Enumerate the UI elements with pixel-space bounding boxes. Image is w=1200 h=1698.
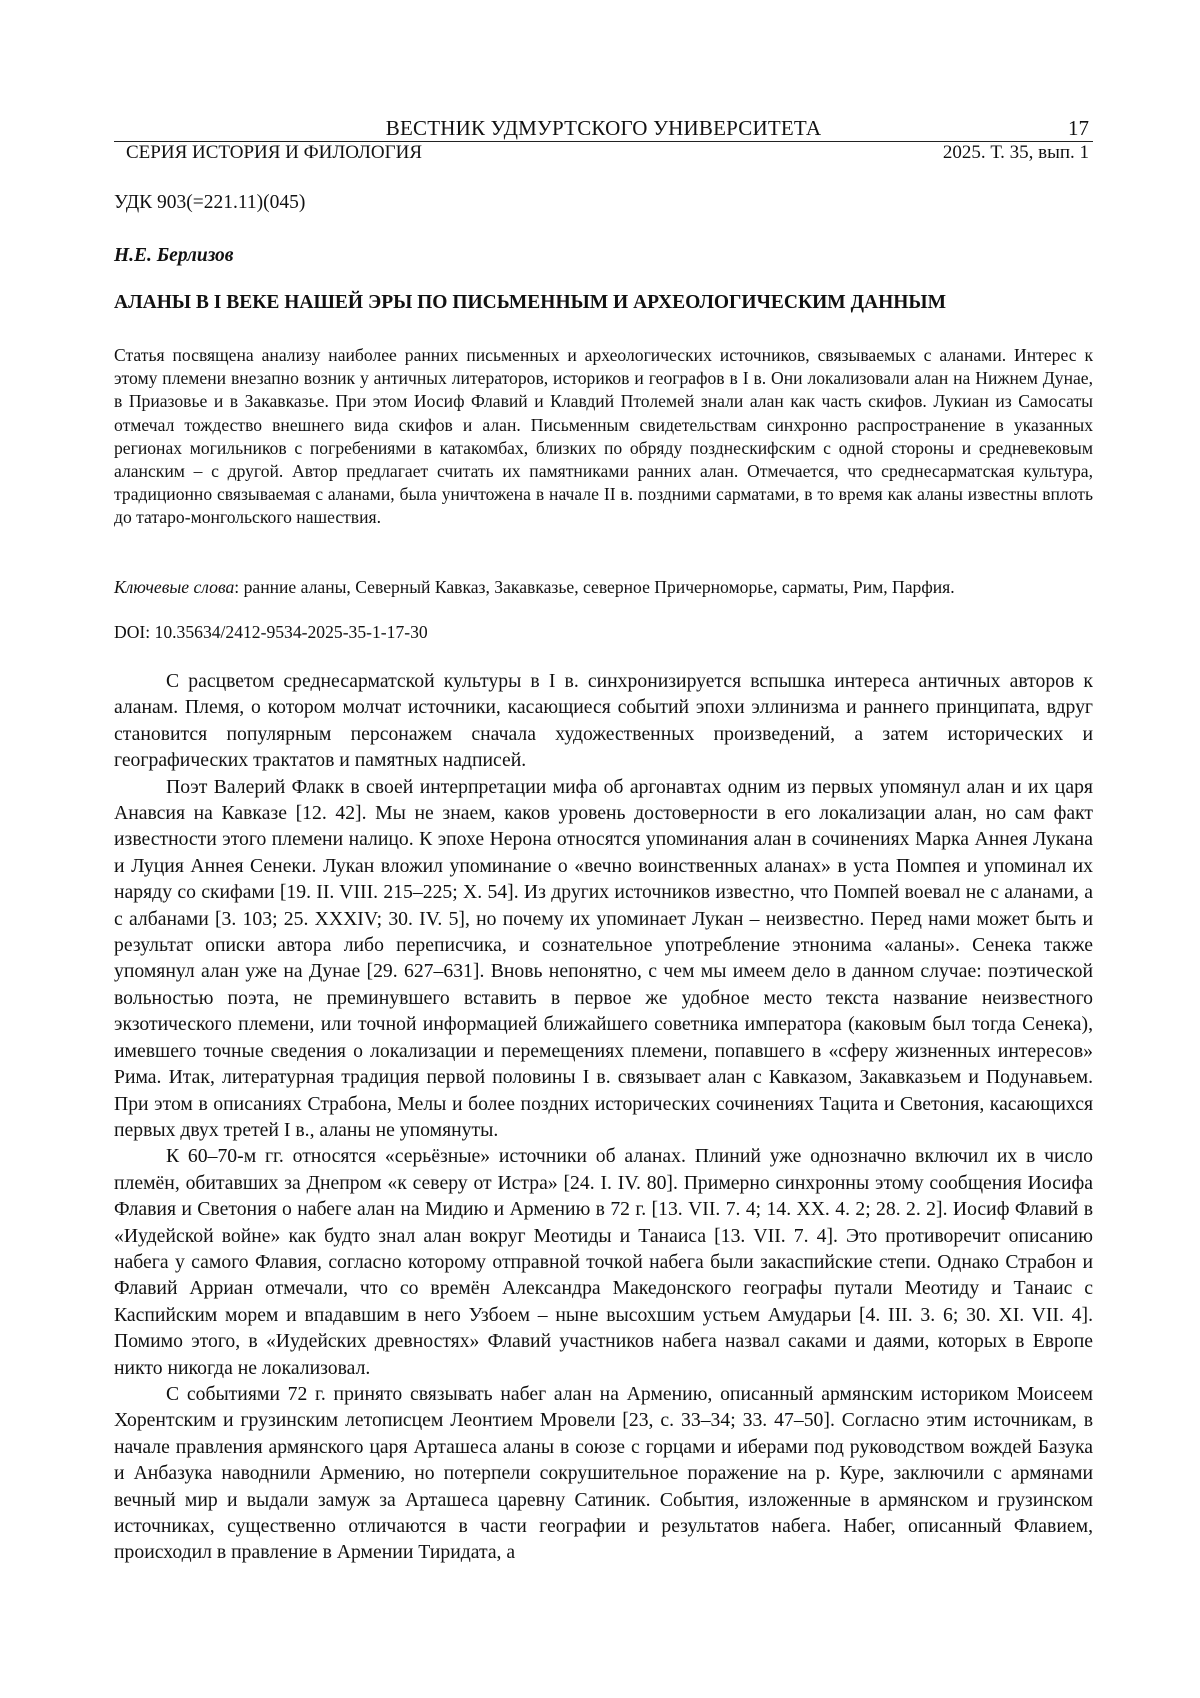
body-paragraph: С событиями 72 г. принято связывать набег алан на Армению, описанный армянским историком Моисеем Хорентским и грузинским летописцем Леонтием Мровели [23, с. 33–34; 33. 47–50]. Согласно этим источникам, в начале правления армянского царя Арташеса аланы в союзе с горцами и иберами под руководством вождей Базука и Анбазука наводнили Армению, но потерпели сокрушительное поражение на р. Куре, заключили с армянами вечный мир и выдали замуж за Арташеса царевну Сатиник. События, изложенные в армянском и грузинском источниках, существенно отличаются в части географии и результатов набега. Набег, описанный Флавием, происходил в правление в Армении Тиридата, а	[114, 1381, 1093, 1566]
body-paragraph: К 60–70-м гг. относятся «серьёзные» источники об аланах. Плиний уже однозначно включил их в число племён, обитавших за Днепром «к северу от Истра» [24. I. IV. 80]. Примерно синхронны этому сообщения Иосифа Флавия и Светония о набеге алан на Мидию и Армению в 72 г. [13. VII. 7. 4; 14. XX. 4. 2; 28. 2. 2]. Иосиф Флавий в «Иудейской войне» как будто знал алан вокруг Меотиды и Танаиса [13. VII. 7. 4]. Это противоречит описанию набега у самого Флавия, согласно которому отправной точкой набега были закаспийские степи. Однако Страбон и Флавий Арриан отмечали, что со времён Александра Македонского географы путали Меотиду и Танаис с Каспийским морем и впадавшим в него Узбоем – ныне высохшим устьем Амударьи [4. III. 3. 6; 30. XI. VII. 4]. Помимо этого, в «Иудейских древностях» Флавий участников набега назвал саками и даями, которых в Европе никто никогда не локализовал.	[114, 1143, 1093, 1381]
article-body	[114, 668, 1093, 1566]
author-name: Н.Е. Берлизов	[114, 245, 234, 267]
running-header	[114, 116, 1093, 140]
keywords	[114, 576, 1093, 599]
doi: DOI: 10.35634/2412-9534-2025-35-1-17-30	[114, 622, 428, 643]
keywords-label: Ключевые слова	[114, 577, 234, 597]
page-number: 17	[1068, 116, 1089, 141]
keywords-text: : ранние аланы, Северный Кавказ, Закавказье, северное Причерноморье, сарматы, Рим, Парфия.	[234, 577, 954, 597]
udk-code: УДК 903(=221.11)(045)	[114, 192, 305, 214]
volume-info: 2025. Т. 35, вып. 1	[943, 142, 1089, 164]
article-title: АЛАНЫ В I ВЕКЕ НАШЕЙ ЭРЫ ПО ПИСЬМЕННЫМ И АРХЕОЛОГИЧЕСКИМ ДАННЫМ	[114, 292, 1093, 314]
abstract: Статья посвящена анализу наиболее ранних письменных и археологических источников, связываемых с аланами. Интерес к этому племени внезапно возник у античных литераторов, историков и географов в I в. Они локализовали алан на Нижнем Дунае, в Приазовье и в Закавказье. При этом Иосиф Флавий и Клавдий Птолемей знали алан как часть скифов. Лукиан из Самосаты отмечал тождество внешнего вида скифов и алан. Письменным свидетельствам синхронно распространение в указанных регионах могильников с погребениями в катакомбах, близких по обряду позднескифским с одной стороны и средневековым аланским – с другой. Автор предлагает считать их памятниками ранних алан. Отмечается, что среднесарматская культура, традиционно связываемая с аланами, была уничтожена в начале II в. поздними сарматами, в то время как аланы известны вплоть до татаро-монгольского нашествия.	[114, 344, 1093, 530]
body-paragraph: Поэт Валерий Флакк в своей интерпретации мифа об аргонавтах одним из первых упомянул алан и их царя Анавсия на Кавказе [12. 42]. Мы не знаем, каков уровень достоверности в его локализации алан, но сам факт известности этого племени налицо. К эпохе Нерона относятся упоминания алан в сочинениях Марка Аннея Лукана и Луция Аннея Сенеки. Лукан вложил упоминание о «вечно воинственных аланах» в уста Помпея и упоминал их наряду со скифами [19. II. VIII. 215–225; X. 54]. Из других источников известно, что Помпей воевал не с аланами, а с албанами [3. 103; 25. XXXIV; 30. IV. 5], но почему их упоминает Лукан – неизвестно. Перед нами может быть и результат описки автора либо переписчика, и сознательное употребление этнонима «аланы». Сенека также упомянул алан уже на Дунае [29. 627–631]. Вновь непонятно, с чем мы имеем дело в данном случае: поэтической вольностью поэта, не преминувшего вставить в первое же удобное место текста название неизвестного экзотического племени, или точной информацией ближайшего советника императора (каковым был тогда Сенека), имевшего точные сведения о локализации и перемещениях племени, попавшего в «сферу жизненных интересов» Рима. Итак, литературная традиция первой половины I в. связывает алан с Кавказом, Закавказьем и Подунавьем. При этом в описаниях Страбона, Мелы и более поздних исторических сочинениях Тацита и Светония, касающихся первых двух третей I в., аланы не упомянуты.	[114, 774, 1093, 1144]
journal-title: ВЕСТНИК УДМУРТСКОГО УНИВЕРСИТЕТА	[114, 116, 1093, 141]
series-title: СЕРИЯ ИСТОРИЯ И ФИЛОЛОГИЯ	[126, 142, 422, 164]
body-paragraph: С расцветом среднесарматской культуры в I в. синхронизируется вспышка интереса античных авторов к аланам. Племя, о котором молчат источники, касающиеся событий эпохи эллинизма и раннего принципата, вдруг становится популярным персонажем сначала художественных произведений, а затем исторических и географических трактатов и памятных надписей.	[114, 668, 1093, 774]
